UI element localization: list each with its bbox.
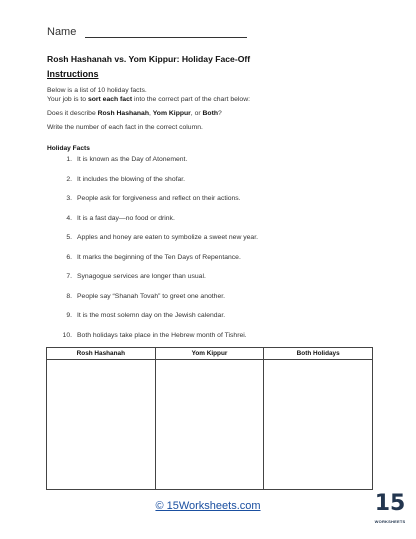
answer-cell-both-holidays[interactable] <box>264 360 373 490</box>
instructions-line-2-pre: Your job is to <box>47 96 88 103</box>
fact-item <box>58 215 388 235</box>
column-header-both-holidays: Both Holidays <box>264 348 373 360</box>
fact-item <box>58 273 388 293</box>
worksheet-title: Rosh Hashanah vs. Yom Kippur: Holiday Face-Off <box>47 54 251 64</box>
column-header-yom-kippur: Yom Kippur <box>155 348 264 360</box>
instructions-line-2-bold: sort each fact <box>87 96 133 103</box>
facts-heading: Holiday Facts <box>47 145 90 152</box>
facts-list <box>58 156 388 351</box>
instructions-line-4: Write the number of each fact in the correct column. <box>47 124 203 131</box>
fact-text: It is a fast day—no food or drink. <box>77 214 175 222</box>
fact-number: 8. <box>66 292 72 300</box>
fact-item <box>58 254 388 274</box>
column-header-rosh-hashanah: Rosh Hashanah <box>47 348 156 360</box>
question-sep-1: , <box>149 110 153 117</box>
instructions-question <box>47 109 387 118</box>
fact-item <box>58 293 388 313</box>
fact-item <box>58 156 388 176</box>
answer-cell-yom-kippur[interactable] <box>155 360 264 490</box>
question-option-yom: Yom Kippur <box>152 110 191 117</box>
fact-item <box>58 195 388 215</box>
fact-number: 1. <box>66 156 72 163</box>
fact-text: It marks the beginning of the Ten Days of Repentance. <box>77 253 241 261</box>
question-sep-2: , or <box>190 110 203 117</box>
question-option-rosh: Rosh Hashanah <box>97 110 149 117</box>
answer-cell-rosh-hashanah[interactable] <box>47 360 156 490</box>
fact-number: 6. <box>66 253 72 261</box>
question-option-both: Both <box>202 110 218 117</box>
instructions-line-2 <box>47 95 387 104</box>
fact-number: 7. <box>66 273 72 280</box>
fact-text: Apples and honey are eaten to symbolize a sweet new year. <box>77 234 258 241</box>
copyright-link[interactable]: © 15Worksheets.com <box>155 500 261 512</box>
fact-item <box>58 176 388 196</box>
question-pre: Does it describe <box>47 110 98 117</box>
logo-number: 15 <box>374 491 406 516</box>
logo-wordmark: WORKSHEETS <box>374 519 406 524</box>
fact-text: It is known as the Day of Atonement. <box>77 156 188 163</box>
instructions-line-1: Below is a list of 10 holiday facts. <box>47 87 147 94</box>
fact-number: 10. <box>62 331 72 339</box>
instructions-heading: Instructions <box>47 69 99 79</box>
question-end: ? <box>218 110 222 117</box>
fact-number: 3. <box>66 195 72 202</box>
fact-item <box>58 312 388 332</box>
fact-number: 4. <box>66 214 72 222</box>
fact-text: Both holidays take place in the Hebrew month of Tishrei. <box>77 331 247 339</box>
fact-text: Synagogue services are longer than usual. <box>77 273 206 280</box>
fact-item <box>58 234 388 254</box>
footer <box>0 500 416 512</box>
site-logo <box>373 491 407 531</box>
name-blank-line[interactable] <box>85 26 247 38</box>
sorting-chart <box>46 347 373 490</box>
fact-text: People ask for forgiveness and reflect on their actions. <box>77 195 241 202</box>
fact-text: It is the most solemn day on the Jewish calendar. <box>77 312 226 319</box>
fact-text: People say “Shanah Tovah” to greet one another. <box>77 292 226 300</box>
fact-number: 5. <box>66 234 72 241</box>
fact-number: 2. <box>66 175 72 183</box>
instructions-line-2-post: into the correct part of the chart below: <box>132 96 251 103</box>
name-field-row <box>47 26 247 38</box>
name-label: Name <box>47 26 77 38</box>
fact-text: It includes the blowing of the shofar. <box>77 175 186 183</box>
instructions-text <box>47 86 387 132</box>
fact-number: 9. <box>66 312 72 319</box>
